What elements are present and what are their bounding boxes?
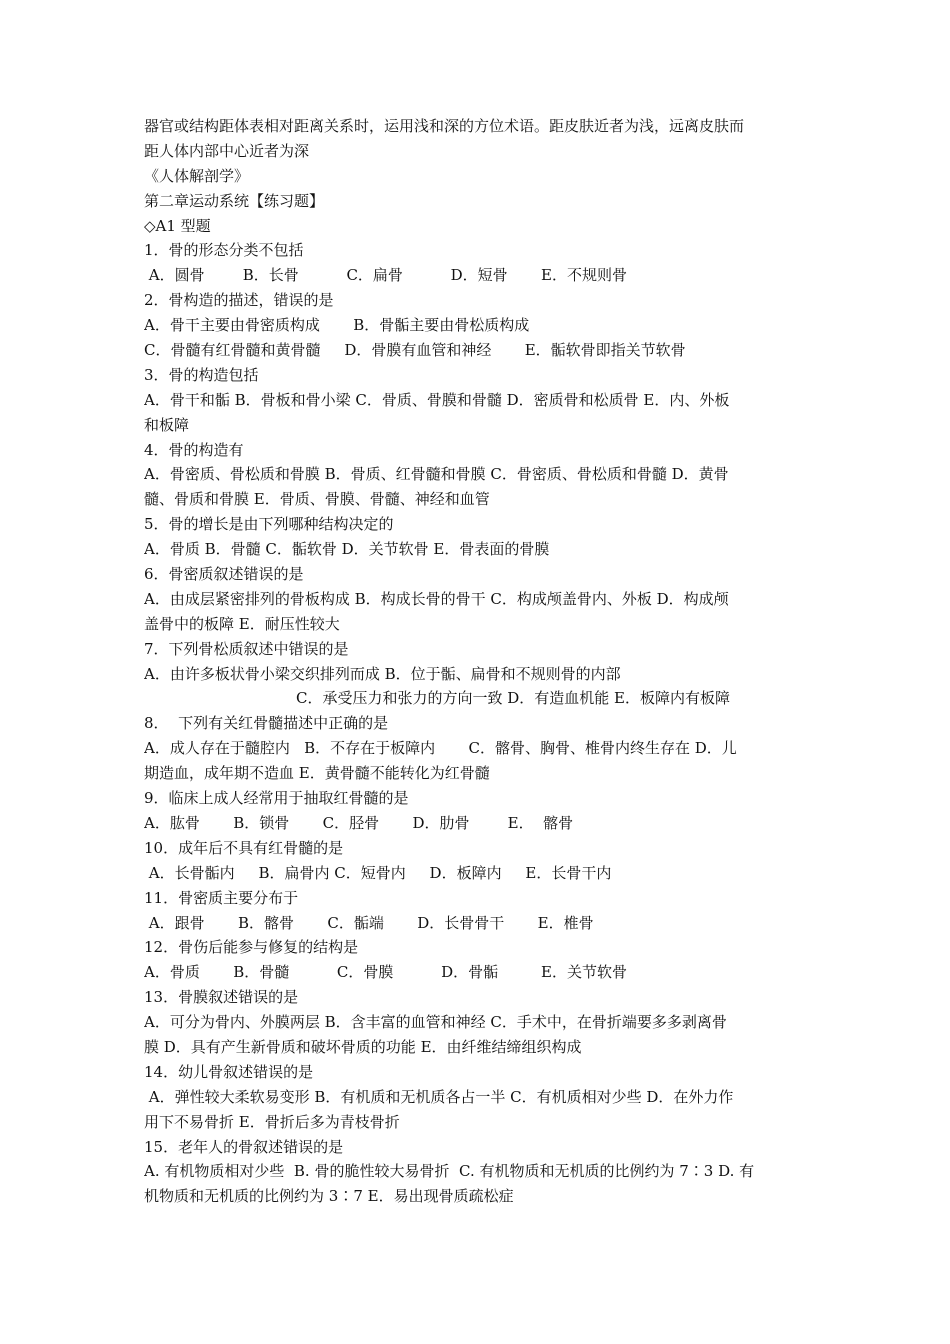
question-12: 12．骨伤后能参与修复的结构是	[144, 938, 359, 957]
question-3-options: A．骨干和骺 B．骨板和骨小梁 C．骨质、骨膜和骨髓 D．密质骨和松质骨 E．内、外板	[144, 390, 730, 409]
question-3: 3．骨的构造包括	[144, 365, 259, 384]
question-4-options: A．骨密质、骨松质和骨膜 B．骨质、红骨髓和骨膜 C．骨密质、骨松质和骨髓 D．黄骨	[144, 465, 729, 484]
question-6: 6．骨密质叙述错误的是	[144, 565, 304, 584]
text-line: 器官或结构距体表相对距离关系时，运用浅和深的方位术语。距皮肤近者为浅，远离皮肤而	[144, 117, 745, 135]
chapter-heading: 第二章运动系统【练习题】	[144, 191, 325, 210]
question-9-options: A．肱骨 B．锁骨 C．胫骨 D．肋骨 E． 髂骨	[144, 813, 574, 832]
section-heading: ◇A1 型题	[144, 216, 211, 235]
question-10: 10．成年后不具有红骨髓的是	[144, 838, 344, 857]
question-1-options: A．圆骨 B．长骨 C．扁骨 D．短骨 E．不规则骨	[144, 266, 627, 285]
question-10-options: A．长骨骺内 B．扁骨内 C．短骨内 D．板障内 E．长骨干内	[144, 863, 612, 882]
question-6-options: 盖骨中的板障 E．耐压性较大	[144, 614, 340, 633]
question-9: 9．临床上成人经常用于抽取红骨髓的是	[144, 789, 409, 808]
question-6-options: A．由成层紧密排列的骨板构成 B．构成长骨的骨干 C．构成颅盖骨内、外板 D．构成颅	[144, 589, 729, 608]
question-8-options: 期造血，成年期不造血 E．黄骨髓不能转化为红骨髓	[144, 764, 490, 783]
question-14: 14．幼儿骨叙述错误的是	[144, 1062, 314, 1081]
question-13: 13．骨膜叙述错误的是	[144, 988, 299, 1007]
question-5-options: A．骨质 B．骨髓 C．骺软骨 D．关节软骨 E．骨表面的骨膜	[144, 540, 550, 559]
question-7-options: C．承受压力和张力的方向一致 D．有造血机能 E．板障内有板障	[296, 689, 730, 708]
question-7-options: A．由许多板状骨小梁交织排列而成 B．位于骺、扁骨和不规则骨的内部	[144, 664, 621, 683]
question-2: 2．骨构造的描述，错误的是	[144, 291, 334, 310]
question-15-options: 机物质和无机质的比例约为 3∶7 E．易出现骨质疏松症	[144, 1187, 514, 1206]
question-1: 1．骨的形态分类不包括	[144, 241, 304, 260]
question-2-options: A．骨干主要由骨密质构成 B．骨骺主要由骨松质构成	[144, 316, 530, 335]
question-13-options: 膜 D．具有产生新骨质和破坏骨质的功能 E．由纤维结缔组织构成	[144, 1037, 582, 1056]
document-page	[144, 114, 810, 1209]
question-3-options: 和板障	[144, 415, 190, 434]
question-15-options: A. 有机物质相对少些 B. 骨的脆性较大易骨折 C. 有机物质和无机质的比例约为 7∶3 D. 有	[144, 1162, 755, 1181]
text-line: 距人体内部中心近者为深	[144, 141, 310, 160]
question-14-options: A．弹性较大柔软易变形 B．有机质和无机质各占一半 C．有机质相对少些 D．在外力作	[144, 1087, 734, 1106]
question-5: 5．骨的增长是由下列哪种结构决定的	[144, 515, 394, 534]
question-7: 7．下列骨松质叙述中错误的是	[144, 639, 349, 658]
book-title: 《人体解剖学》	[144, 166, 250, 185]
question-4: 4．骨的构造有	[144, 440, 244, 459]
question-8: 8． 下列有关红骨髓描述中正确的是	[144, 714, 389, 733]
question-13-options: A．可分为骨内、外膜两层 B．含丰富的血管和神经 C．手术中，在骨折端要多多剥离骨	[144, 1013, 727, 1032]
question-14-options: 用下不易骨折 E．骨折后多为青枝骨折	[144, 1112, 400, 1131]
question-8-options: A．成人存在于髓腔内 B．不存在于板障内 C．髂骨、胸骨、椎骨内终生存在 D．儿	[144, 739, 737, 758]
question-11: 11．骨密质主要分布于	[144, 888, 299, 907]
question-12-options: A．骨质 B．骨髓 C．骨膜 D．骨骺 E．关节软骨	[144, 963, 627, 982]
question-2-options: C．骨髓有红骨髓和黄骨髓 D．骨膜有血管和神经 E．骺软骨即指关节软骨	[144, 341, 686, 360]
question-11-options: A．跟骨 B．髂骨 C．骺端 D．长骨骨干 E．椎骨	[144, 913, 594, 932]
question-15: 15．老年人的骨叙述错误的是	[144, 1137, 344, 1156]
question-4-options: 髓、骨质和骨膜 E．骨质、骨膜、骨髓、神经和血管	[144, 490, 490, 509]
